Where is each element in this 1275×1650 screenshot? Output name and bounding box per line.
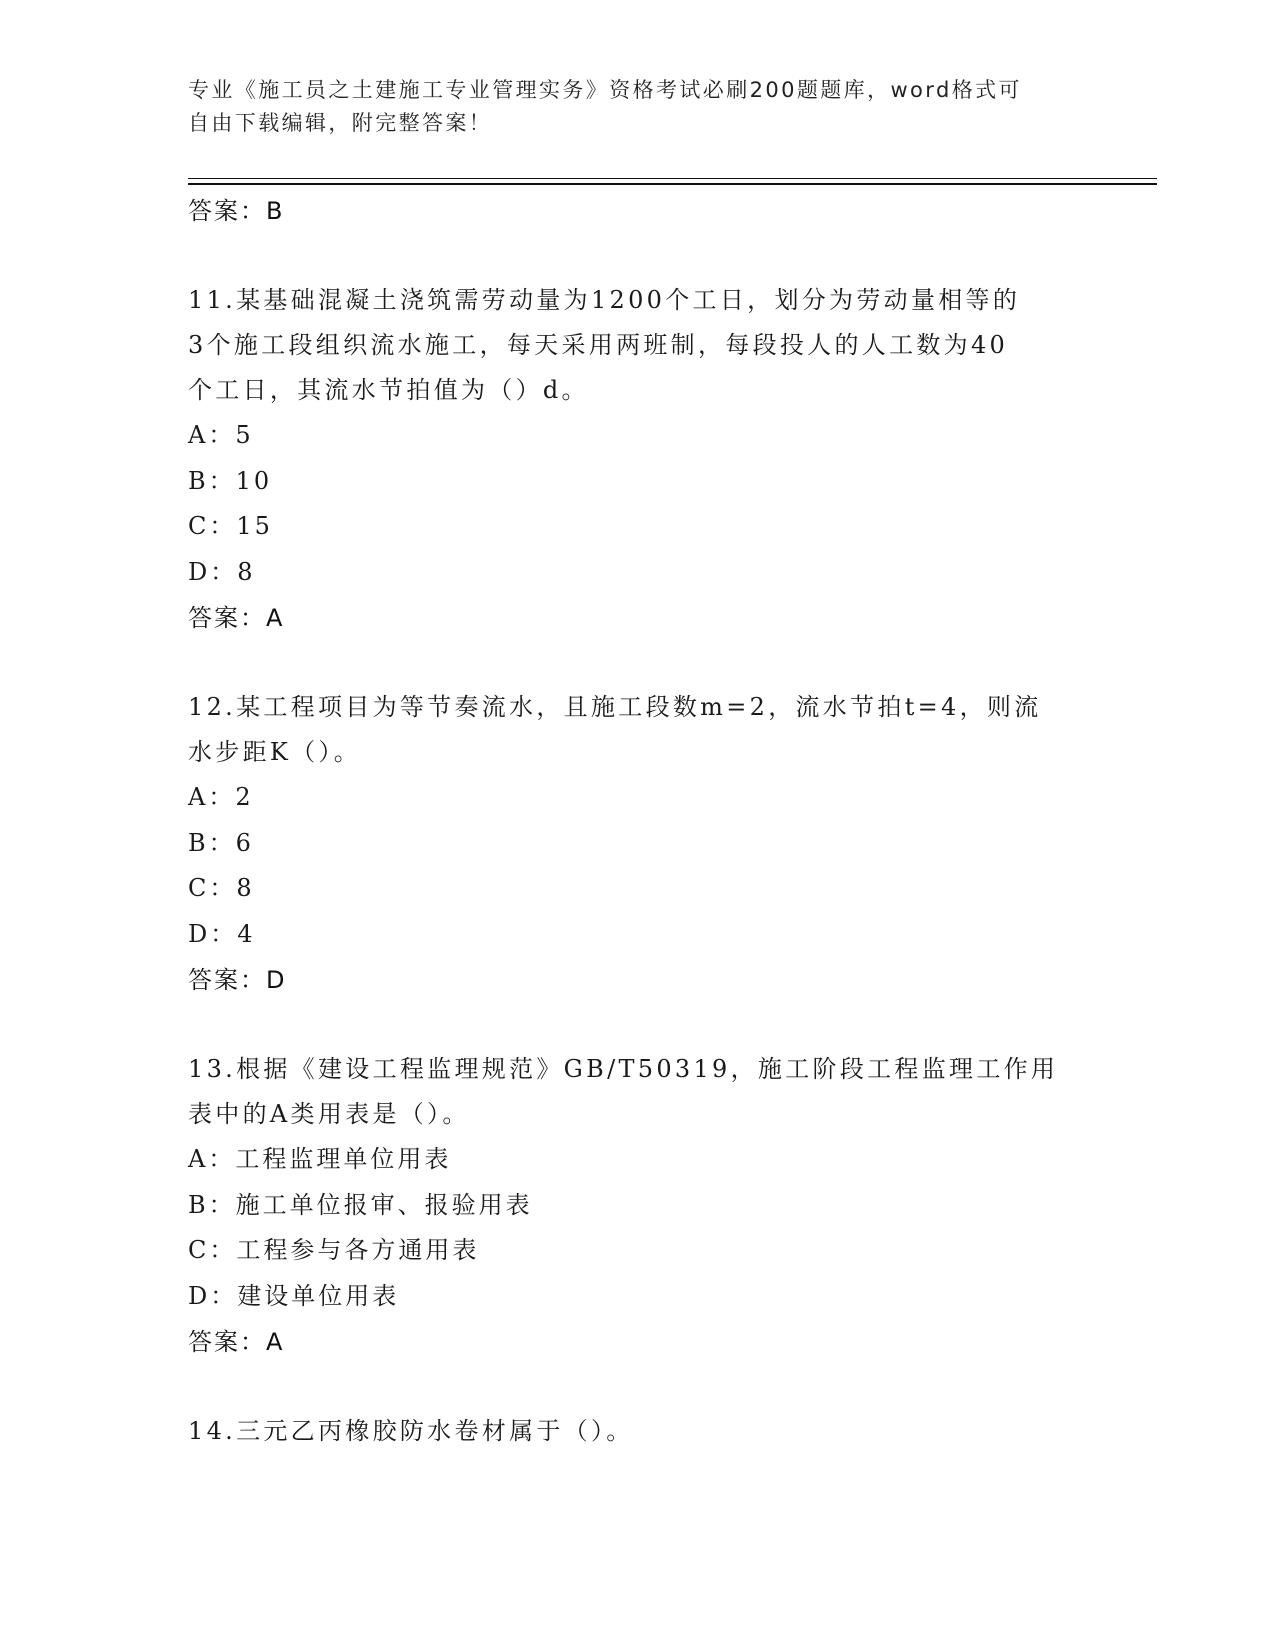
question-text-line: 个工日，其流水节拍值为（）d。 [188, 376, 589, 404]
header-line-1: 专业《施工员之土建施工专业管理实务》资格考试必刷200题题库，word格式可 [188, 78, 1022, 102]
option-c: C：工程参与各方通用表 [188, 1236, 480, 1264]
question-text-line: 水步距K（）。 [188, 738, 362, 766]
document-body [188, 188, 1068, 1454]
answer-line: 答案：D [188, 966, 287, 994]
option-c: C：8 [188, 874, 255, 902]
question-text-line: 表中的A类用表是（）。 [188, 1100, 470, 1128]
header-divider-thin [188, 178, 1157, 179]
question-text-line: 14.三元乙丙橡胶防水卷材属于（）。 [188, 1417, 634, 1445]
option-b: B：施工单位报审、报验用表 [188, 1190, 533, 1219]
spacer [188, 234, 1068, 278]
answer-line: 答案：A [188, 604, 285, 632]
question-block-11 [188, 278, 1068, 641]
answer-line: 答案：B [188, 197, 285, 225]
document-header [188, 74, 1068, 140]
option-a: A：2 [188, 783, 254, 811]
spacer [188, 1365, 1068, 1409]
spacer [188, 641, 1068, 685]
answer-line: 答案：A [188, 1328, 285, 1356]
question-block-12 [188, 685, 1068, 1003]
header-divider-thick [188, 183, 1157, 185]
question-block-14 [188, 1409, 1068, 1454]
question-text-line: 13.根据《建设工程监理规范》GB/T50319，施工阶段工程监理工作用 [188, 1055, 1059, 1083]
option-d: D：8 [188, 557, 256, 586]
option-d: D：4 [188, 919, 256, 948]
option-c: C：15 [188, 512, 273, 540]
option-b: B：10 [188, 466, 273, 495]
question-text-line: 3个施工段组织流水施工，每天采用两班制，每段投人的人工数为40 [188, 331, 1009, 359]
header-line-2: 自由下载编辑，附完整答案！ [188, 111, 493, 135]
option-a: A：5 [188, 421, 254, 449]
option-b: B：6 [188, 828, 254, 857]
question-text-line: 12.某工程项目为等节奏流水，且施工段数m=2，流水节拍t=4，则流 [188, 693, 1042, 721]
spacer [188, 1003, 1068, 1047]
option-d: D：建设单位用表 [188, 1281, 400, 1310]
question-text-line: 11.某基础混凝土浇筑需劳动量为1200个工日，划分为劳动量相等的 [188, 286, 1021, 314]
option-a: A：工程监理单位用表 [188, 1145, 452, 1173]
question-block-13 [188, 1047, 1068, 1365]
